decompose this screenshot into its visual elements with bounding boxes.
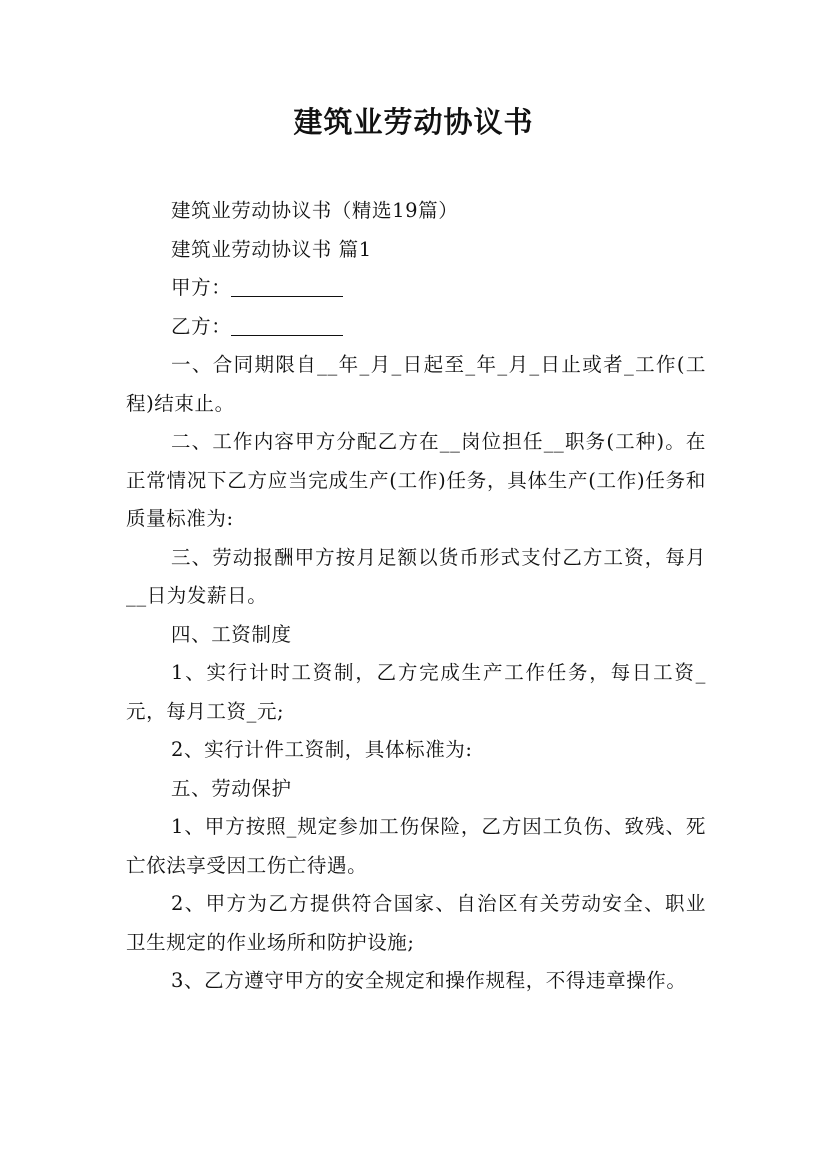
document-title: 建筑业劳动协议书 bbox=[293, 105, 534, 139]
paragraph-remuneration: 三、劳动报酬甲方按月足额以货币形式支付乙方工资，每月__日为发薪日。 bbox=[126, 545, 706, 607]
paragraph-safety-facilities: 2、甲方为乙方提供符合国家、自治区有关劳动安全、职业卫生规定的作业场所和防护设施; bbox=[126, 892, 706, 954]
party-b-label: 乙方： bbox=[171, 314, 232, 338]
paragraph-section-heading: 建筑业劳动协议书 篇1 bbox=[171, 237, 372, 261]
document-body bbox=[126, 192, 706, 1001]
paragraph-party-b bbox=[126, 308, 706, 347]
paragraph-wage-system: 四、工资制度 bbox=[171, 622, 292, 646]
paragraph-subtitle: 建筑业劳动协议书（精选19篇） bbox=[171, 199, 459, 222]
paragraph-labor-protection: 五、劳动保护 bbox=[171, 776, 292, 800]
paragraph-injury-insurance: 1、甲方按照_规定参加工伤保险，乙方因工负伤、致残、死亡依法享受因工伤亡待遇。 bbox=[126, 815, 706, 877]
paragraph-hourly-wage: 1、实行计时工资制，乙方完成生产工作任务，每日工资_元，每月工资_元; bbox=[126, 661, 706, 723]
paragraph-work-content: 二、工作内容甲方分配乙方在__岗位担任__职务(工种)。在正常情况下乙方应当完成生产(工作)任务，具体生产(工作)任务和质量标准为: bbox=[126, 430, 706, 530]
paragraph-contract-term: 一、合同期限自__年_月_日起至_年_月_日止或者_工作(工程)结束止。 bbox=[126, 353, 706, 415]
party-a-label: 甲方： bbox=[171, 276, 232, 299]
paragraph-piece-wage: 2、实行计件工资制，具体标准为: bbox=[171, 738, 473, 761]
party-a-blank bbox=[231, 278, 343, 297]
paragraph-party-a bbox=[126, 269, 706, 308]
party-b-blank bbox=[231, 317, 343, 336]
paragraph-safety-rules: 3、乙方遵守甲方的安全规定和操作规程，不得违章操作。 bbox=[171, 969, 687, 992]
